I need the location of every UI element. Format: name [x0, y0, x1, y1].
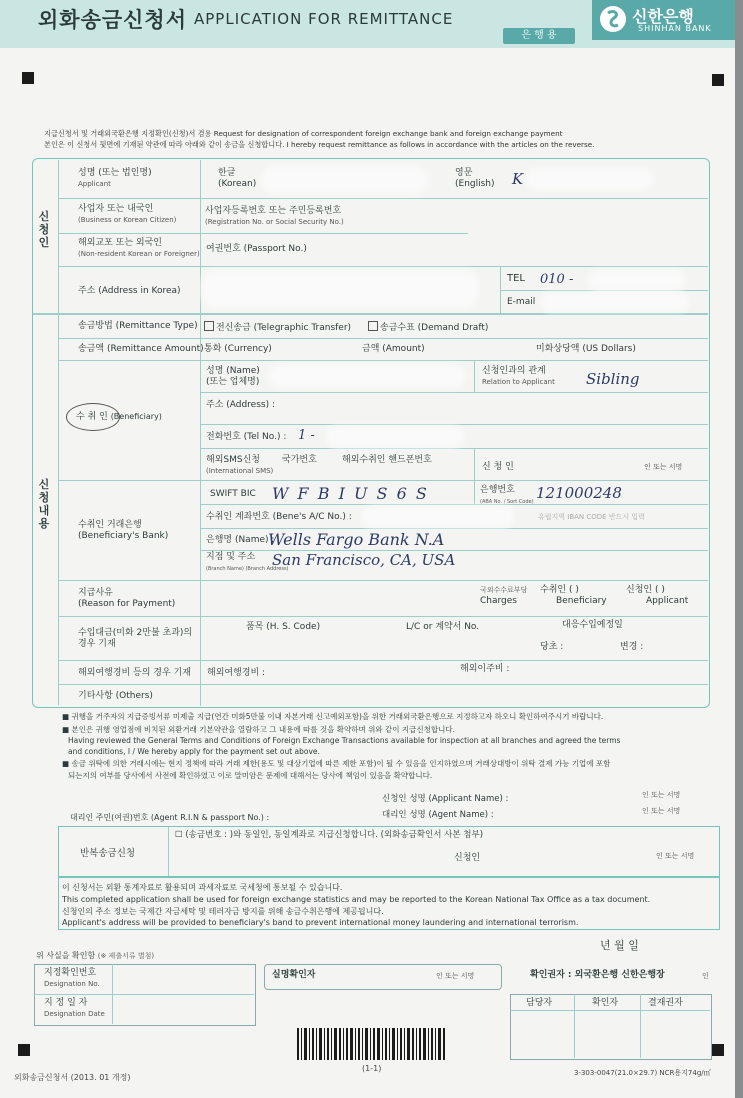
branch-label: 지점 및 주소 (Branch Name) (Branch Address): [206, 552, 289, 572]
charges-beneficiary[interactable]: 수취인 ( ) Beneficiary: [540, 585, 607, 606]
checkbox-icon: [368, 321, 378, 331]
demand-draft-checkbox[interactable]: 송금수표 (Demand Draft): [368, 321, 488, 334]
form-code: 3-303-0047(21.0×29.7) NCR용지74g/㎡: [574, 1069, 711, 1077]
repeat-remittance-label: 반복송금신청: [80, 848, 136, 859]
swift-value[interactable]: W F B I U S 6 S: [272, 484, 429, 503]
lc-label: L/C or 계약서 No.: [406, 622, 480, 632]
english-label: 영문 (English): [455, 168, 495, 189]
confirmer-label: 확인권자 : 외국환은행 신한은행장: [530, 970, 665, 980]
request-section-label: 신청내용: [38, 478, 50, 530]
travel-label: 해외여행경비 등의 경우 기재: [78, 668, 191, 678]
country-code-label: 국가번호: [282, 455, 317, 465]
form-title-korean: 외화송금신청서: [38, 8, 188, 32]
beneficiary-tel-value[interactable]: 1 -: [298, 428, 315, 443]
relation-value[interactable]: Sibling: [586, 370, 640, 388]
swift-label: SWIFT BIC: [210, 489, 256, 499]
approver-column: 결재권자: [648, 998, 683, 1008]
tax-notice-en: This completed application shall be used for foreign exchange statistics and may be reported to the Korean National Tax Office as a tax document.: [62, 895, 651, 904]
applicant-name-sign-label: 신청인 성명 (Applicant Name) :: [382, 794, 509, 804]
shinhan-logo-icon: [600, 6, 626, 32]
repeat-seal-label: 인 또는 서명: [656, 852, 695, 860]
beneficiary-address-label: 주소 (Address) :: [206, 400, 276, 410]
applicant-english-name-value[interactable]: K: [512, 170, 524, 188]
bank-logo-block: [592, 0, 735, 40]
sms-applicant-label: 신 청 인: [482, 462, 514, 472]
redacted-account: [365, 510, 510, 524]
telegraphic-transfer-checkbox[interactable]: 전신송금 (Telegraphic Transfer): [204, 321, 351, 334]
charges-label: 국외수수료부담 Charges: [480, 586, 528, 606]
agent-id-label: 대리인 주민(여권)번호 (Agent R.I.N & passport No.) :: [70, 813, 270, 822]
bank-name-label: 은행명 (Name) :: [206, 535, 275, 545]
business-label: 사업자 또는 내국인 (Business or Korean Citizen): [78, 204, 177, 224]
iban-note: 유럽지역 IBAN CODE 반드시 입력: [538, 513, 645, 521]
agent-name-label: 대리인 성명 (Agent Name) :: [382, 810, 494, 820]
others-label: 기타사항 (Others): [78, 691, 153, 701]
redacted-address: [205, 274, 475, 304]
confirmer-seal: 인: [702, 972, 709, 980]
sms-seal-label: 인 또는 서명: [644, 463, 683, 471]
checkbox-icon: [204, 321, 214, 331]
designation-no-label: 지정확인번호 Designation No.: [44, 968, 100, 988]
changed-date-label: 변경 :: [620, 642, 644, 652]
account-no-label: 수취인 계좌번호 (Bene's A/C No.) :: [206, 512, 352, 522]
relation-label: 신청인과의 관계 Relation to Applicant: [482, 366, 555, 386]
applicant-tel-value[interactable]: 010 -: [540, 272, 574, 287]
note-restriction: ■ 송금 위탁에 의한 거래시에는 현지 정책에 따라 거래 제한(용도 및 대상기업에 따른 제한 포함)이 될 수 있음을 인지하였으며 거래상대방이 위탁 결제 가능 기업에 포함: [62, 759, 611, 768]
handphone-label: 해외수취인 핸드폰번호: [342, 455, 432, 465]
beneficiary-tel-label: 전화번호 (Tel No.) :: [206, 432, 287, 442]
amount-label: 금액 (Amount): [362, 344, 425, 354]
real-name-label: 실명확인자: [272, 970, 316, 980]
applicant-name-label: 성명 (또는 법인명) Applicant: [78, 168, 152, 188]
import-label: 수입대금(미화 2만불 초과)의 경우 기재: [78, 628, 193, 649]
intro-text: 지급신청서 및 거래외국환은행 지정확인(신청)서 겸용 Request for designation of correspondent foreign exchange bank and foreign exchange payment 본인은 이 신청서 뒷면에 기재된 약관에 따라 아래와 같이 송금을 신청합니다. I hereby request remittance as follows in accordance with the articles on the reverse.: [44, 129, 595, 149]
staff-column: 담당자: [526, 998, 553, 1008]
bank-code-label: 은행번호 (ABA No. / Sort Code): [480, 485, 534, 505]
form-header: [0, 0, 735, 48]
remittance-amount-label: 송금액 (Remittance Amount): [78, 344, 204, 354]
usd-equivalent-label: 미화상당액 (US Dollars): [536, 344, 636, 354]
address-label: 주소 (Address in Korea): [78, 286, 181, 296]
registration-no-label: 사업자등록번호 또는 주민등록번호 (Registration No. or Social Security No.): [205, 206, 344, 226]
original-date-label: 당초 :: [540, 642, 564, 652]
aml-notice-en: Applicant's address will be provided to beneficiary's band to prevent international money laundering and international terrorism.: [62, 918, 579, 927]
repeat-applicant-label: 신청인: [454, 853, 481, 863]
copy-label: 은 행 용: [503, 28, 575, 44]
note-restriction-2: 되는지의 여부를 당사에서 사전에 확인하였고 이로 말미암은 문제에 대해서는 당사에 책임이 있음을 확약합니다.: [68, 771, 433, 780]
registration-mark: [712, 1044, 724, 1056]
form-name-footer: 외화송금신청서 (2013. 01 개정): [14, 1073, 131, 1082]
bank-name-korean: 신한은행: [632, 7, 694, 26]
designation-date-label: 지 정 일 자 Designation Date: [44, 998, 105, 1018]
page-number: (1-1): [362, 1064, 382, 1073]
bank-name-english: SHINHAN BANK: [638, 24, 712, 33]
real-name-seal: 인 또는 서명: [436, 972, 475, 980]
bank-name-value[interactable]: Wells Fargo Bank N.A: [268, 530, 445, 549]
beneficiary-name-label: 성명 (Name) (또는 업체명): [206, 366, 260, 387]
email-label: E-mail: [507, 297, 536, 307]
note-terms-en: Having reviewed the General Terms and Conditions of Foreign Exchange Transactions available for inspection at all branches and agreed the terms: [68, 736, 621, 745]
foreigner-label: 해외교포 또는 외국인 (Non-resident Korean or Foreigner): [78, 238, 200, 258]
applicant-seal-label: 인 또는 서명: [642, 791, 681, 799]
checker-column: 확인자: [592, 998, 619, 1008]
travel-expense-label: 해외여행경비 :: [207, 668, 266, 678]
passport-label: 여권번호 (Passport No.): [206, 244, 307, 254]
redacted-korean-name: [265, 170, 425, 190]
redacted-beneficiary-name: [272, 368, 462, 384]
remittance-type-label: 송금방법 (Remittance Type): [78, 321, 198, 331]
charges-applicant[interactable]: 신청인 ( ) Applicant: [626, 585, 689, 606]
registration-mark: [18, 1044, 30, 1056]
repeat-remittance-text[interactable]: ☐ (송금번호 : )와 동일인, 동일계좌로 지급신청합니다. (외화송금확인서 사본 첨부): [175, 830, 484, 840]
note-designation: ■ 귀행을 거주자의 지급증빙서류 미제출 지급(연간 미화5만불 이내 자본거래 신고예외포함)을 위한 거래외국환은행으로 지정하고자 하오니 확인하여주시기 바랍니다.: [62, 712, 604, 721]
branch-value[interactable]: San Francisco, CA, USA: [272, 551, 456, 569]
barcode-icon: [297, 1028, 447, 1060]
reason-label: 지급사유 (Reason for Payment): [78, 588, 176, 609]
aml-notice-ko: 신청인의 주소 정보는 국제간 자금세탁 및 테러자금 방지를 위해 송금수취은행에 제공됩니다.: [62, 907, 384, 916]
date-label: 년 월 일: [600, 939, 639, 952]
tax-notice-ko: 이 신청서는 외환 통계자료로 활용되며 과세자료로 국세청에 통보될 수 있습니다.: [62, 883, 343, 892]
bank-code-value[interactable]: 121000248: [536, 484, 622, 502]
currency-label: 통화 (Currency): [204, 344, 272, 354]
emigration-expense-label: 해외이주비 :: [460, 664, 510, 674]
agent-seal-label: 인 또는 서명: [642, 807, 681, 815]
sms-label: 해외SMS신청 (International SMS): [206, 455, 274, 475]
note-terms-ko: ■ 본인은 귀행 영업점에 비치된 외환거래 기본약관을 열람하고 그 내용에 따를 것을 확약하며 위와 같이 지급신청합니다.: [62, 725, 455, 734]
import-date-label: 대응수입예정일: [562, 620, 623, 630]
registration-mark: [22, 72, 34, 84]
beneficiary-label: 수 취 인 (Beneficiary): [76, 412, 162, 422]
korean-label: 한글 (Korean): [218, 168, 257, 189]
form-title-english: APPLICATION FOR REMITTANCE: [194, 10, 454, 28]
registration-mark: [712, 74, 724, 86]
confirmation-label: 위 사실을 확인함 (※ 제출서류 별첨): [36, 951, 155, 960]
beneficiary-bank-label: 수취인 거래은행 (Beneficiary's Bank): [78, 520, 169, 541]
hs-code-label: 품목 (H. S. Code): [246, 622, 321, 632]
tel-label: TEL: [507, 273, 525, 284]
applicant-section-label: 신청인: [38, 210, 50, 249]
note-terms-en-2: and conditions, I / We hereby apply for the payment set out above.: [68, 747, 320, 756]
